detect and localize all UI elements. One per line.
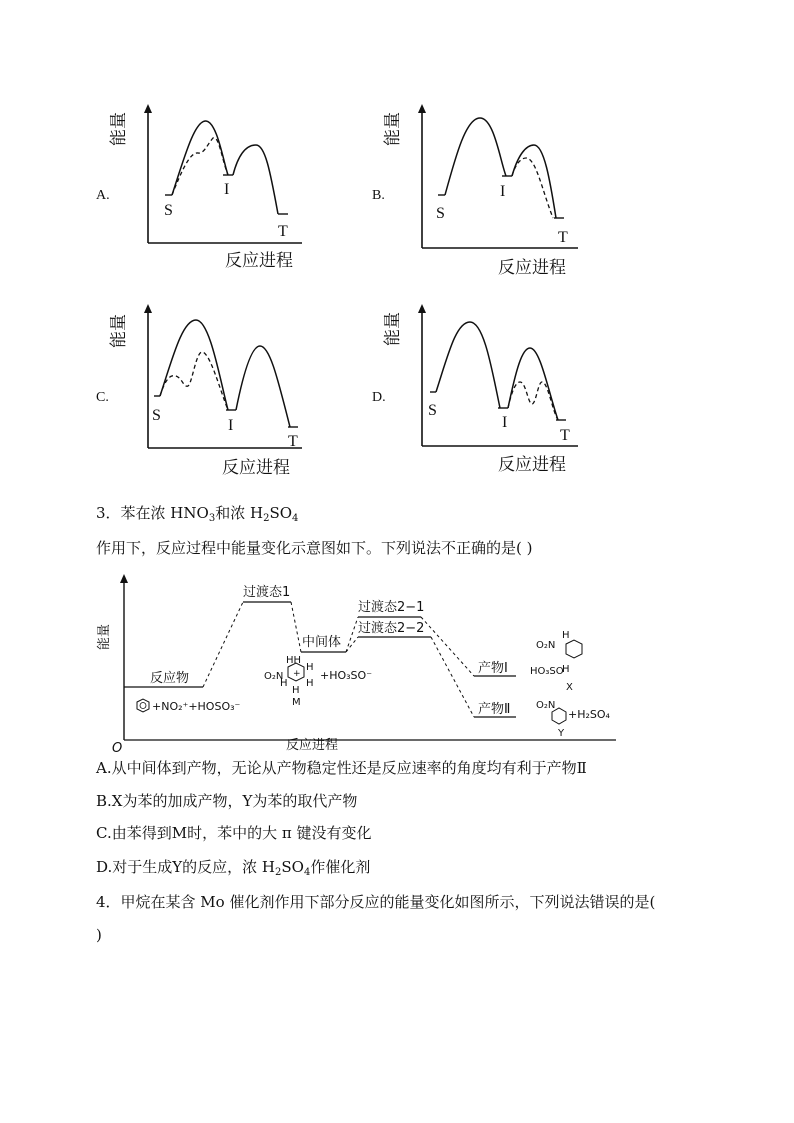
q3-line1: 3．苯在浓 $HNO_3$和浓 $H_2SO_4$	[96, 504, 299, 524]
svg-text:O: O	[112, 741, 123, 756]
svg-text:I: I	[228, 417, 234, 434]
svg-text:能量: 能量	[383, 312, 403, 346]
y-axis-label: 能量	[109, 112, 129, 146]
q4-line2: )	[96, 926, 102, 944]
svg-text:HO₃SO: HO₃SO	[530, 666, 564, 677]
q3-option-c: C.由苯得到M时，苯中的大 π 键没有变化	[96, 824, 372, 842]
svg-text:T: T	[558, 229, 568, 246]
svg-text:S: S	[436, 205, 445, 222]
svg-text:产物Ⅱ: 产物Ⅱ	[478, 702, 511, 717]
svg-text:反应物: 反应物	[150, 671, 190, 686]
svg-text:H: H	[306, 678, 314, 689]
svg-text:X: X	[566, 682, 573, 693]
svg-text:能量: 能量	[383, 112, 403, 146]
option-c-letter: C.	[96, 390, 109, 405]
svg-text:能量: 能量	[109, 314, 129, 348]
svg-text:产物Ⅰ: 产物Ⅰ	[478, 661, 508, 676]
svg-text:能量: 能量	[97, 623, 112, 650]
energy-graph-b	[383, 100, 596, 280]
svg-text:M: M	[292, 697, 301, 708]
q3-option-d: D.对于生成Y的反应，浓 $H_2SO_4$作催化剂	[96, 858, 371, 878]
svg-text:+: +	[293, 669, 301, 679]
energy-graph-c	[110, 300, 320, 480]
svg-text:中间体: 中间体	[302, 635, 342, 650]
q4-line1: 4．甲烷在某含 Mo 催化剂作用下部分反应的能量变化如图所示，下列说法错误的是(	[96, 893, 656, 911]
energy-graph-a	[110, 100, 320, 275]
svg-text:S: S	[152, 407, 161, 424]
option-d-letter: D.	[372, 390, 386, 405]
option-b-letter: B.	[372, 188, 385, 203]
svg-text:过渡态1: 过渡态1	[243, 585, 291, 600]
svg-text:T: T	[278, 223, 288, 240]
q3-option-b: B.X为苯的加成产物，Y为苯的取代产物	[96, 792, 358, 810]
svg-text:反应进程: 反应进程	[498, 455, 566, 475]
svg-text:HH: HH	[286, 655, 302, 666]
q3-option-a: A.从中间体到产物，无论从产物稳定性还是反应速率的角度均有利于产物Ⅱ	[96, 759, 587, 777]
q3-line2: 作用下，反应过程中能量变化示意图如下。下列说法不正确的是( )	[96, 539, 533, 557]
svg-text:过渡态2−2: 过渡态2−2	[358, 621, 425, 636]
energy-graph-d	[383, 300, 596, 480]
svg-text:H: H	[280, 678, 288, 689]
svg-text:H: H	[562, 630, 570, 641]
svg-text:反应进程: 反应进程	[498, 258, 566, 278]
q3-energy-diagram	[96, 572, 636, 754]
option-a-letter: A.	[96, 188, 110, 203]
svg-text:T: T	[288, 433, 298, 450]
x-axis-label: 反应进程	[225, 251, 293, 271]
svg-text:H: H	[562, 664, 570, 675]
svg-text:O₂N: O₂N	[264, 671, 284, 682]
svg-text:T: T	[560, 427, 570, 444]
svg-text:Y: Y	[558, 728, 565, 739]
svg-text:O₂N: O₂N	[536, 640, 556, 651]
svg-text:I: I	[502, 414, 508, 431]
svg-text:O₂N: O₂N	[536, 700, 556, 711]
svg-text:反应进程: 反应进程	[222, 458, 290, 478]
svg-text:+HO₃SO⁻: +HO₃SO⁻	[320, 669, 373, 682]
svg-text:反应进程: 反应进程	[286, 738, 339, 753]
svg-text:I: I	[500, 183, 506, 200]
svg-text:S: S	[164, 202, 173, 219]
svg-text:H: H	[306, 662, 314, 673]
svg-text:+NO₂⁺+HOSO₃⁻: +NO₂⁺+HOSO₃⁻	[152, 700, 241, 713]
svg-text:过渡态2−1: 过渡态2−1	[358, 600, 425, 615]
svg-text:S: S	[428, 402, 437, 419]
svg-text:H: H	[292, 685, 300, 696]
svg-text:+H₂SO₄: +H₂SO₄	[568, 708, 610, 721]
svg-text:I: I	[224, 181, 230, 198]
